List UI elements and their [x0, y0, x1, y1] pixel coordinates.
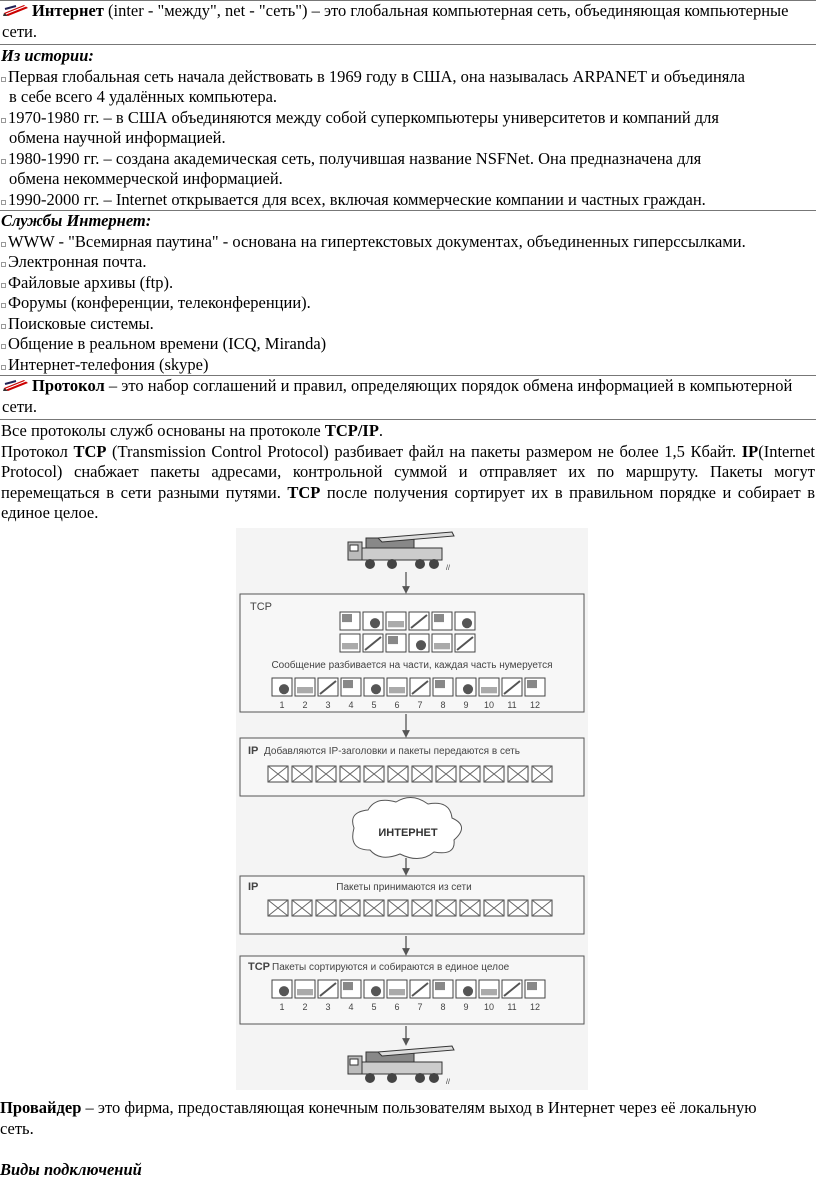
envelope-icon [412, 766, 432, 782]
bullet-icon [1, 242, 6, 247]
envelope-icon [484, 900, 504, 916]
packet-tile [295, 980, 315, 998]
ip-label: IP [248, 745, 259, 757]
envelope-icon [460, 766, 480, 782]
bullet-icon [1, 200, 6, 205]
envelope-icon [460, 900, 480, 916]
packet-tile [432, 634, 452, 652]
service-item-text: Общение в реальном времени (ICQ, Miranda) [8, 334, 327, 353]
bullet-icon [1, 324, 6, 329]
packet-number: 8 [440, 700, 446, 710]
packet-tile [455, 634, 475, 652]
packet-tile [409, 612, 429, 630]
packet-tile [340, 612, 360, 630]
provider-text: – это фирма, предоставляющая конечным пользователям выход в Интернет через её локальную сеть. [0, 1098, 757, 1138]
tcpip-p2-a: Протокол [1, 441, 74, 461]
tcpip-p2-ip: IP [741, 441, 759, 461]
service-item-text: Форумы (конференции, телеконференции). [8, 293, 311, 312]
packet-number: 9 [463, 700, 469, 710]
envelope-icon [508, 766, 528, 782]
packet-tile [410, 980, 430, 998]
envelope-icon [508, 900, 528, 916]
history-item-line2: обмена научной информацией. [9, 128, 226, 147]
packet-tile [409, 634, 429, 652]
packet-tile [525, 980, 545, 998]
packet-tile [479, 980, 499, 998]
service-item [1, 314, 816, 335]
pencil-icon [2, 3, 30, 17]
ip-receive-caption: Пакеты принимаются из сети [336, 882, 472, 893]
packet-number: 5 [371, 700, 377, 710]
history-section [0, 46, 816, 210]
packet-tile [456, 980, 476, 998]
packet-number: 1 [279, 700, 285, 710]
packet-number: 3 [325, 1002, 331, 1012]
protocol-definition [0, 375, 816, 420]
packet-tile [410, 678, 430, 696]
packet-tile [432, 612, 452, 630]
bullet-icon [1, 303, 6, 308]
history-item-line2: обмена некоммерческой информацией. [9, 169, 283, 188]
envelope-icon [316, 766, 336, 782]
packet-tile [340, 634, 360, 652]
service-item-text: Электронная почта. [8, 252, 147, 271]
packet-number: 11 [507, 1002, 517, 1012]
tcpip-paragraph-2 [1, 442, 815, 524]
bullet-icon [1, 344, 6, 349]
connection-types-heading: Виды подключений [0, 1160, 142, 1179]
packet-number: 1 [279, 1002, 285, 1012]
internet-label: ИНТЕРНЕТ [378, 827, 438, 839]
history-item [1, 190, 816, 211]
tcpip-diagram-svg [236, 528, 588, 1090]
service-item [1, 355, 816, 376]
packet-tile [387, 678, 407, 696]
svg-text://: // [446, 565, 450, 572]
svg-text://: // [446, 1079, 450, 1086]
packet-tile [272, 980, 292, 998]
history-item [1, 108, 816, 149]
services-list [1, 232, 816, 376]
envelope-icon [388, 766, 408, 782]
tcp-label: TCP [250, 601, 272, 613]
packet-number: 4 [348, 1002, 354, 1012]
services-section [0, 210, 816, 375]
internet-term: Интернет [32, 1, 104, 20]
bullet-icon [1, 283, 6, 288]
truck-top-icon [348, 532, 454, 572]
envelope-icon [484, 766, 504, 782]
envelope-icon [292, 766, 312, 782]
tcpip-diagram [236, 528, 588, 1090]
packet-tile [455, 612, 475, 630]
history-list [1, 67, 816, 211]
packet-number: 6 [394, 1002, 400, 1012]
tcp-assemble-caption: Пакеты сортируются и собираются в единое целое [272, 962, 510, 973]
envelope-icon [436, 900, 456, 916]
envelope-icon [268, 900, 288, 916]
packet-tile [456, 678, 476, 696]
history-heading: Из истории: [1, 46, 94, 65]
tcpip-p2-c: (Internet Protocol) снабжает пакеты адресами, контрольной суммой и отправляет их по маршруту. Пакеты могут перемещаться в сети разными путями. [1, 441, 816, 502]
envelope-icon [436, 766, 456, 782]
protocol-term: Протокол [32, 376, 105, 395]
packet-tile [525, 678, 545, 696]
service-item [1, 293, 816, 314]
packet-tile [318, 980, 338, 998]
tcpip-p1-text: Все протоколы служб основаны на протоколе [1, 421, 325, 440]
packet-tile [502, 980, 522, 998]
bullet-icon [1, 159, 6, 164]
packet-tile [341, 678, 361, 696]
history-item-line1: 1990-2000 гг. – Internet открывается для всех, включая коммерческие компании и частных граждан. [8, 189, 706, 209]
envelope-icon [388, 900, 408, 916]
protocol-text: – это набор соглашений и правил, определяющих порядок обмена информацией в компьютерной сети. [2, 376, 793, 416]
packet-tile [433, 678, 453, 696]
tcpip-section [0, 421, 816, 524]
packet-tile [295, 678, 315, 696]
packet-number: 12 [529, 1002, 541, 1012]
packet-tile [479, 678, 499, 696]
packet-number: 5 [371, 1002, 377, 1012]
bullet-icon [1, 118, 6, 123]
packet-tile [386, 612, 406, 630]
tcpip-p1-bold: TCP/IP [324, 421, 379, 440]
envelope-icon [292, 900, 312, 916]
services-heading: Службы Интернет: [1, 211, 152, 230]
service-item [1, 252, 816, 273]
envelope-icon [340, 766, 360, 782]
packet-number: 11 [507, 700, 517, 710]
service-item [1, 334, 816, 355]
envelope-icon [364, 766, 384, 782]
internet-text: (inter - "между", net - "сеть") – это глобальная компьютерная сеть, объединяющая компьютерные сети. [2, 1, 789, 41]
history-item-line1: Первая глобальная сеть начала действовать в 1969 году в США, она называлась ARPANET и объединяла [8, 66, 745, 86]
service-item-text: Интернет-телефония (skype) [8, 354, 209, 374]
packet-number: 12 [529, 700, 541, 710]
packet-number: 8 [440, 1002, 446, 1012]
internet-definition [0, 0, 816, 45]
envelope-icon [364, 900, 384, 916]
envelope-icon [412, 900, 432, 916]
envelope-icon [340, 900, 360, 916]
history-item [1, 67, 816, 108]
packet-tile [363, 634, 383, 652]
envelope-icon [316, 900, 336, 916]
history-item [1, 149, 816, 190]
ip-caption: Добавляются IP-заголовки и пакеты передаются в сеть [264, 746, 520, 757]
pencil-icon [2, 378, 30, 392]
service-item [1, 273, 816, 294]
packet-tile [364, 980, 384, 998]
envelope-icon [532, 766, 552, 782]
packet-tile [272, 678, 292, 696]
history-item-line2: в себе всего 4 удалённых компьютера. [9, 87, 278, 106]
truck-bottom-icon [348, 1046, 454, 1086]
packet-number: 7 [417, 1002, 423, 1012]
tcpip-p2-b: (Transmission Control Protocol) разбивает файл на пакеты размером не более 1,5 Кбайт. [106, 441, 742, 461]
packet-number: 2 [302, 1002, 308, 1012]
provider-term: Провайдер [0, 1098, 82, 1117]
packet-number: 9 [463, 1002, 469, 1012]
service-item-text: Поисковые системы. [8, 313, 154, 333]
packet-number: 2 [302, 700, 308, 710]
bullet-icon [1, 77, 6, 82]
tcpip-p1-end: . [378, 421, 384, 440]
envelope-icon [268, 766, 288, 782]
tcpip-p2-d: после получения сортирует их в правильном порядке и собирает в единое целое. [1, 482, 816, 522]
packet-tile [387, 980, 407, 998]
packet-tile [318, 678, 338, 696]
packet-tile [433, 980, 453, 998]
tcp-caption: Сообщение разбивается на части, каждая часть нумеруется [271, 660, 553, 671]
service-item-text: Файловые архивы (ftp). [8, 272, 174, 292]
bullet-icon [1, 262, 6, 267]
provider-definition [0, 1098, 790, 1139]
packet-number: 10 [483, 700, 495, 710]
packet-tile [386, 634, 406, 652]
history-item-line1: 1980-1990 гг. – создана академическая сеть, получившая название NSFNet. Она предназначена для [8, 148, 702, 168]
packet-tile [502, 678, 522, 696]
tcpip-p2-tcp2: TCP [287, 482, 321, 502]
document-page [0, 0, 816, 524]
envelope-icon [532, 900, 552, 916]
packet-tile [363, 612, 383, 630]
bullet-icon [1, 365, 6, 370]
ip-receive-label: IP [248, 881, 259, 893]
packet-number: 7 [417, 700, 423, 710]
packet-number: 3 [325, 700, 331, 710]
tcp-assemble-label: TCP [248, 961, 270, 973]
history-item-line1: 1970-1980 гг. – в США объединяются между собой суперкомпьютеры университетов и компаний для [8, 107, 720, 127]
packet-number: 4 [348, 700, 354, 710]
packet-number: 10 [483, 1002, 495, 1012]
packet-tile [364, 678, 384, 696]
service-item-text: WWW - "Всемирная паутина" - основана на гипертекстовых документах, объединенных гиперссылками. [8, 231, 746, 251]
tcpip-p2-tcp: TCP [73, 441, 107, 461]
packet-tile [341, 980, 361, 998]
packet-number: 6 [394, 700, 400, 710]
service-item [1, 232, 816, 253]
tcpip-paragraph-1 [1, 421, 816, 442]
